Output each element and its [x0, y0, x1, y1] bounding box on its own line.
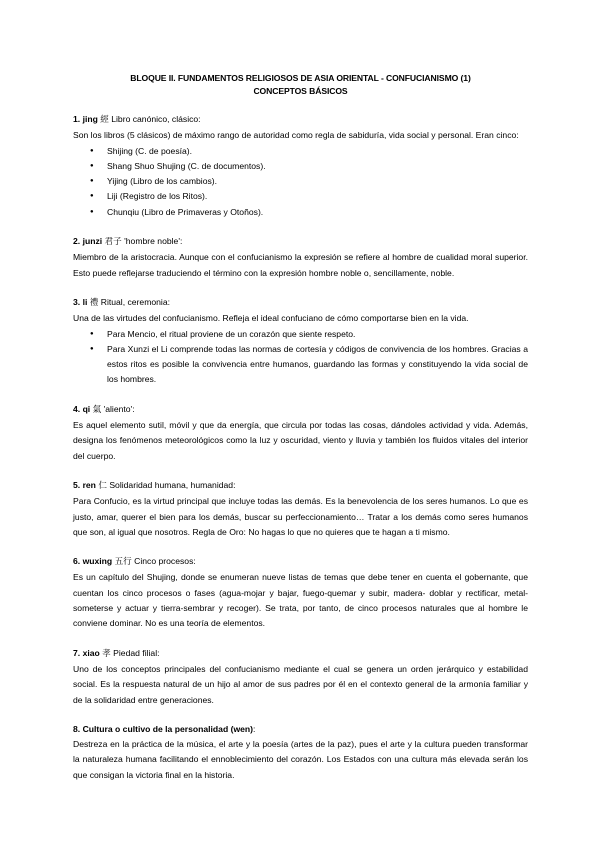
section-heading: 5. ren 仁 Solidaridad humana, humanidad: — [73, 479, 236, 491]
ritual-list — [73, 327, 528, 388]
classics-list — [73, 144, 528, 220]
section-text: Es aquel elemento sutil, móvil y que da energía, que circula por todas las cosas, dándoles actividad y vida. Además, designa los fenómenos meteorológicos como la luz y oscuridad, viento y lluvia y también los fluidos vitales del interior del cuerpo. — [73, 420, 528, 461]
section-text: Uno de los conceptos principales del confucianismo mediante el cual se genera un orden jerárquico y estabilidad social. Es la respuesta natural de un hijo al amor de sus padres por él en el contexto general de la armonía familiar y de la solidaridad entre generaciones. — [73, 663, 528, 705]
list-item: ● Para Mencio, el ritual proviene de un corazón que siente respeto. — [73, 327, 528, 342]
list-item: ● Yijing (Libro de los cambios). — [73, 174, 528, 189]
section-wuxing — [73, 554, 528, 631]
section-text: Destreza en la práctica de la música, el arte y la poesía (artes de la paz), pues el arte y la cultura pueden transformar la naturaleza humana facilitando el ennoblecimiento del corazón. Los Estados con una cultura más elevada serán los que consigan la victoria final en la historia. — [73, 739, 528, 780]
section-qi — [73, 402, 528, 464]
section-ren — [73, 478, 528, 540]
list-item: ● Shang Shuo Shujing (C. de documentos). — [73, 159, 528, 174]
title-line-1: BLOQUE II. FUNDAMENTOS RELIGIOSOS DE ASIA ORIENTAL - CONFUCIANISMO (1) — [130, 73, 471, 83]
section-text: Miembro de la aristocracia. Aunque con el confucianismo la expresión se refiere al hombre de cualidad moral superior. Esto puede reflejarse traduciendo el término con la expresión hombre noble o, sencillamente, noble. — [73, 252, 528, 278]
section-text: Una de las virtudes del confucianismo. Refleja el ideal confuciano de cómo comportarse bien en la vida. — [73, 313, 469, 324]
section-heading: 7. xiao 孝 Piedad filial: — [73, 647, 160, 659]
section-heading: 4. qi 氣 'aliento': — [73, 403, 135, 415]
title-line-2: CONCEPTOS BÁSICOS — [253, 86, 348, 96]
section-junzi — [73, 234, 528, 281]
list-item: ● Liji (Registro de los Ritos). — [73, 189, 528, 204]
list-item: ● Para Xunzi el Li comprende todas las normas de cortesía y códigos de convivencia de los hombres. Gracias a estos ritos es posible la convivencia entre humanos, guardando las formas y constituyendo la vida social de los hombres. — [73, 342, 528, 388]
section-heading: 3. li 禮 Ritual, ceremonia: — [73, 296, 170, 308]
list-item: ● Chunqiu (Libro de Primaveras y Otoños). — [73, 205, 528, 220]
section-wen — [73, 722, 528, 783]
section-heading: 1. jing 經 Libro canónico, clásico: — [73, 114, 201, 125]
section-text: Para Confucio, es la virtud principal que incluye todas las demás. Es la benevolencia de los seres humanos. Lo que es justo, amar, querer el bien para los demás, buscar su perfeccionamiento… Tratar a los demás como seres humanos que son, al igual que nosotros. Regla de Oro: No hagas lo que no quieres que te hagan a ti mismo. — [73, 496, 528, 537]
section-heading: 6. wuxing 五行 Cinco procesos: — [73, 556, 196, 568]
section-text: Son los libros (5 clásicos) de máximo rango de autoridad como regla de sabiduría, vida social y personal. Eran cinco: — [73, 130, 519, 141]
section-li — [73, 295, 528, 388]
document-title — [73, 72, 528, 98]
section-jing — [73, 112, 528, 220]
section-heading: 2. junzi 君子 'hombre noble': — [73, 236, 183, 248]
document-page — [73, 72, 528, 783]
section-heading: 8. Cultura o cultivo de la personalidad (wen): — [73, 723, 256, 734]
list-item: ● Shijing (C. de poesía). — [73, 144, 528, 159]
section-xiao — [73, 646, 528, 708]
section-text: Es un capítulo del Shujing, donde se enumeran nueve listas de temas que debe tener en cuenta el gobernante, que cuentan los cinco procesos o fases (agua-mojar y bajar, fuego-quemar y subir, madera- doblar y rectificar, metal-someterse y actuar y tierra-sembrar y recoger). Se trata, por tanto, de cinco procesos naturales que al hombre le conviene dominar. No es una teoría de elementos. — [73, 572, 528, 629]
